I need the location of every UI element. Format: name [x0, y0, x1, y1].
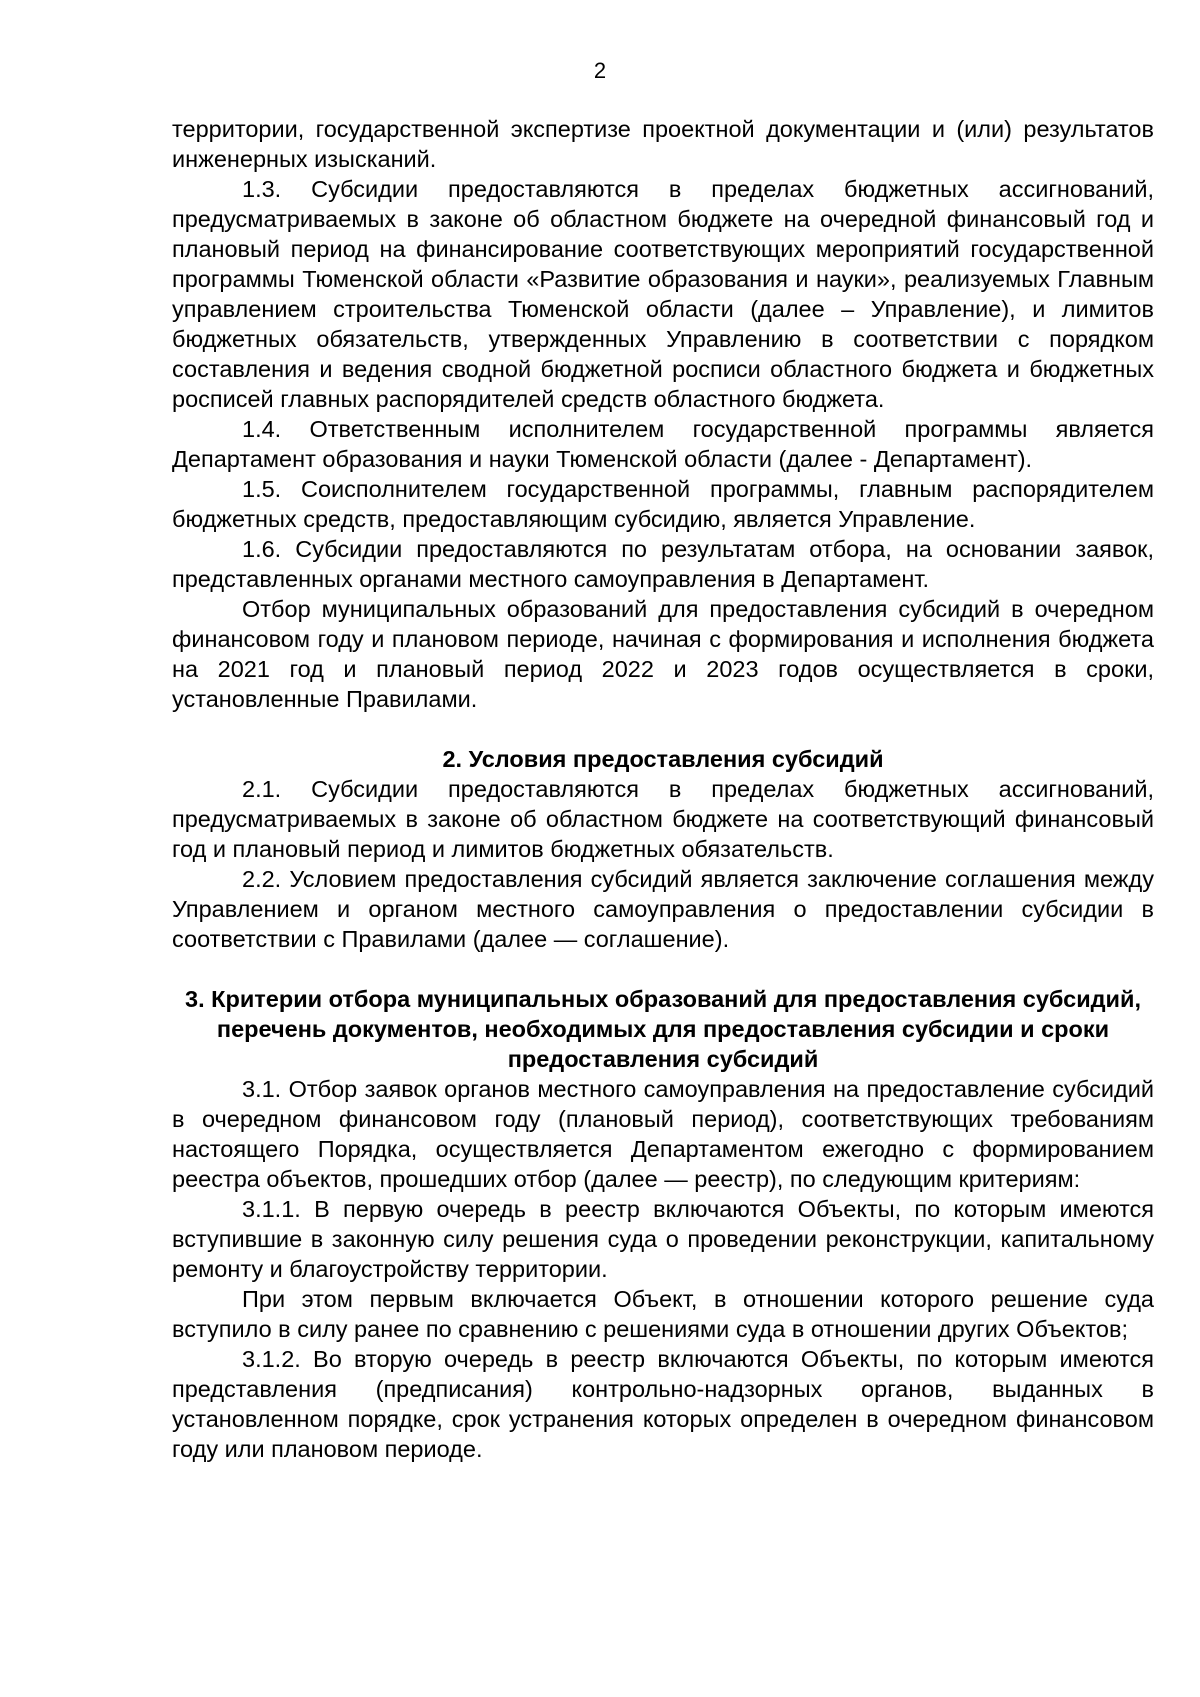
paragraph-1-6-selection: Отбор муниципальных образований для предоставления субсидий в очередном финансовом году и плановом периоде, начиная с формирования и исполнения бюджета на 2021 год и плановый период 2022 и 2023 годов осуществляется в сроки, установленные Правилами. [172, 596, 1154, 712]
paragraph-1-5: 1.5. Соисполнителем государственной программы, главным распорядителем бюджетных средств, предоставляющим субсидию, является Управление. [172, 476, 1154, 532]
document-body [172, 114, 1154, 1464]
paragraph-2-2: 2.2. Условием предоставления субсидий является заключение соглашения между Управлением и органом местного самоуправления о предоставлении субсидии в соответствии с Правилами (далее — соглашение). [172, 866, 1154, 952]
paragraph-3-1-1: 3.1.1. В первую очередь в реестр включаются Объекты, по которым имеются вступившие в законную силу решения суда о проведении реконструкции, капитальному ремонту и благоустройству территории. [172, 1196, 1154, 1282]
section-3-heading: 3. Критерии отбора муниципальных образований для предоставления субсидий, перечень документов, необходимых для предоставления субсидии и сроки предоставления субсидий [185, 986, 1141, 1072]
section-spacer [172, 714, 1154, 744]
section-spacer [172, 954, 1154, 984]
paragraph-1-3: 1.3. Субсидии предоставляются в пределах бюджетных ассигнований, предусматриваемых в законе об областном бюджете на очередной финансовый год и плановый период на финансирование соответствующих мероприятий государственной программы Тюменской области «Развитие образования и науки», реализуемых Главным управлением строительства Тюменской области (далее – Управление), и лимитов бюджетных обязательств, утвержденных Управлению в соответствии с порядком составления и ведения сводной бюджетной росписи областного бюджета и бюджетных росписей главных распорядителей средств областного бюджета. [172, 176, 1154, 412]
paragraph-3-1-2: 3.1.2. Во вторую очередь в реестр включаются Объекты, по которым имеются представления (предписания) контрольно-надзорных органов, выданных в установленном порядке, срок устранения которых определен в очередном финансовом году или плановом периоде. [172, 1346, 1154, 1462]
paragraph-3-1: 3.1. Отбор заявок органов местного самоуправления на предоставление субсидий в очередном финансовом году (плановый период), соответствующих требованиям настоящего Порядка, осуществляется Департаментом ежегодно с формированием реестра объектов, прошедших отбор (далее — реестр), по следующим критериям: [172, 1076, 1154, 1192]
paragraph-1-4: 1.4. Ответственным исполнителем государственной программы является Департамент образования и науки Тюменской области (далее - Департамент). [172, 416, 1154, 472]
paragraph-continuation: территории, государственной экспертизе проектной документации и (или) результатов инженерных изысканий. [172, 116, 1154, 172]
section-2-heading: 2. Условия предоставления субсидий [442, 746, 884, 772]
paragraph-3-1-1-note: При этом первым включается Объект, в отношении которого решение суда вступило в силу ранее по сравнению с решениями суда в отношении других Объектов; [172, 1286, 1154, 1342]
paragraph-2-1: 2.1. Субсидии предоставляются в пределах бюджетных ассигнований, предусматриваемых в законе об областном бюджете на соответствующий финансовый год и плановый период и лимитов бюджетных обязательств. [172, 776, 1154, 862]
paragraph-1-6: 1.6. Субсидии предоставляются по результатам отбора, на основании заявок, представленных органами местного самоуправления в Департамент. [172, 536, 1154, 592]
page-number: 2 [593, 58, 607, 83]
